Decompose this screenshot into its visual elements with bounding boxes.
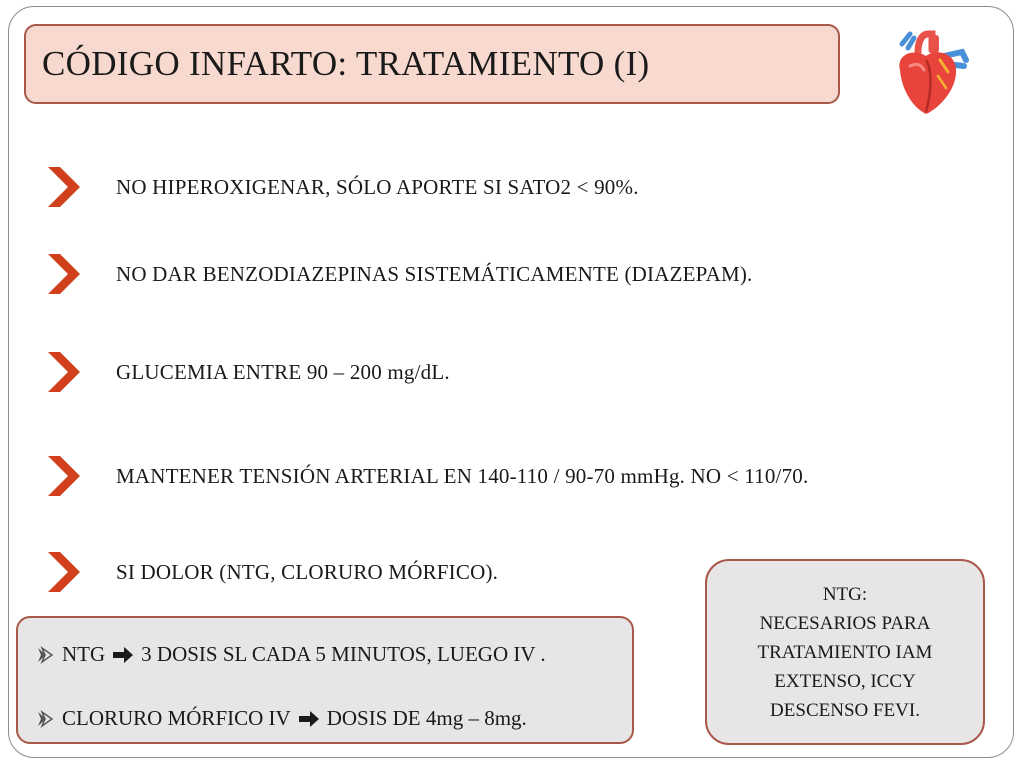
bullet-item bbox=[44, 550, 498, 594]
bullet-item bbox=[44, 350, 450, 394]
bullet-item bbox=[44, 252, 753, 296]
dose-line bbox=[36, 706, 527, 731]
arrow-check-icon bbox=[36, 646, 54, 664]
bullet-text: MANTENER TENSIÓN ARTERIAL EN 140-110 / 90-70 mmHg. NO < 110/70. bbox=[116, 463, 809, 488]
anatomical-heart-icon bbox=[888, 30, 972, 118]
bullet-text: NO HIPEROXIGENAR, SÓLO APORTE SI SATO2 < 90%. bbox=[116, 174, 639, 199]
chevron-right-icon bbox=[44, 550, 84, 594]
bullet-text: SI DOLOR (NTG, CLORURO MÓRFICO). bbox=[116, 559, 499, 584]
dose-box bbox=[16, 616, 634, 744]
chevron-right-icon bbox=[44, 165, 84, 209]
note-line: TRATAMIENTO IAM bbox=[757, 641, 933, 663]
note-line: DESCENSO FEVI. bbox=[770, 699, 920, 721]
dose-line bbox=[36, 642, 546, 667]
right-arrow-icon bbox=[299, 711, 319, 727]
right-arrow-icon bbox=[113, 647, 133, 663]
bullet-item bbox=[44, 165, 639, 209]
note-line: NTG: bbox=[822, 583, 868, 605]
arrow-check-icon bbox=[36, 710, 54, 728]
dose-drug: NTG bbox=[62, 642, 106, 666]
chevron-right-icon bbox=[44, 252, 84, 296]
bullet-item bbox=[44, 454, 808, 498]
dose-drug: CLORURO MÓRFICO IV bbox=[62, 706, 291, 730]
note-line: NECESARIOS PARA bbox=[759, 612, 931, 634]
dose-detail: 3 DOSIS SL CADA 5 MINUTOS, LUEGO IV . bbox=[141, 642, 546, 666]
chevron-right-icon bbox=[44, 454, 84, 498]
ntg-note-box bbox=[705, 559, 985, 745]
bullet-text: GLUCEMIA ENTRE 90 – 200 mg/dL. bbox=[116, 359, 450, 384]
note-line: EXTENSO, ICCY bbox=[774, 670, 916, 692]
slide-title: CÓDIGO INFARTO: TRATAMIENTO (I) bbox=[42, 44, 650, 83]
bullet-text: NO DAR BENZODIAZEPINAS SISTEMÁTICAMENTE (DIAZEPAM). bbox=[116, 261, 753, 286]
chevron-right-icon bbox=[44, 350, 84, 394]
title-box bbox=[24, 24, 840, 104]
dose-detail: DOSIS DE 4mg – 8mg. bbox=[326, 706, 527, 730]
